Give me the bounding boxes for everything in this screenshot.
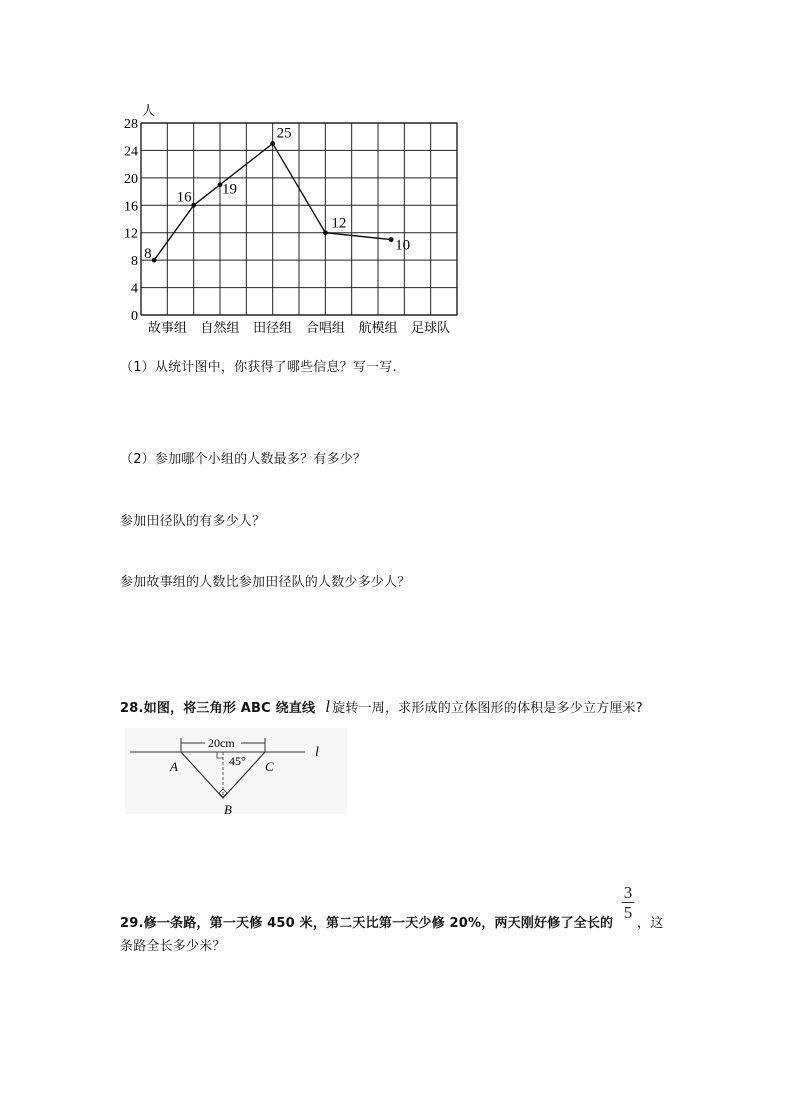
x-category-label: 合唱组 bbox=[305, 320, 345, 335]
y-tick-label: 24 bbox=[124, 144, 138, 160]
x-category-label: 足球队 bbox=[411, 320, 451, 335]
chart-x-categories bbox=[148, 320, 450, 335]
question-2-c: 参加故事组的人数比参加田径队的人数少多少人？ bbox=[120, 575, 411, 590]
data-point bbox=[389, 237, 394, 242]
fraction-three-fifths bbox=[622, 884, 634, 921]
data-label: 12 bbox=[331, 215, 347, 232]
q29-text-a: 29.修一条路，第一天修 450 米，第二天比第一天少修 20%，两天刚好修了全长的 bbox=[120, 916, 614, 931]
question-29-line-1 bbox=[120, 912, 613, 931]
line-chart bbox=[100, 95, 480, 345]
q29-text-b: ，这 bbox=[637, 916, 664, 931]
triangle-figure bbox=[125, 728, 355, 820]
question-2-b: 参加田径队的有多少人？ bbox=[120, 514, 266, 529]
data-label: 16 bbox=[176, 189, 192, 206]
chart-grid bbox=[141, 123, 457, 315]
fraction-denominator: 5 bbox=[623, 903, 633, 922]
question-2: （2）参加哪个小组的人数最多？有多少？ bbox=[120, 452, 367, 467]
y-tick-label: 16 bbox=[124, 199, 138, 215]
y-tick-label: 28 bbox=[124, 117, 138, 132]
chart-y-ticks bbox=[124, 117, 138, 324]
question-1: （1）从统计图中，你获得了哪些信息？写一写. bbox=[120, 360, 397, 375]
label-l: l bbox=[315, 745, 319, 760]
label-b: B bbox=[224, 802, 232, 817]
data-point bbox=[323, 230, 328, 235]
label-c: C bbox=[265, 759, 274, 774]
data-label: 8 bbox=[144, 246, 152, 263]
y-tick-label: 0 bbox=[131, 309, 138, 324]
label-a: A bbox=[170, 759, 178, 774]
x-category-label: 自然组 bbox=[200, 320, 240, 335]
question-28 bbox=[120, 697, 643, 717]
dimension-label: 20cm bbox=[208, 736, 235, 750]
chart-series bbox=[144, 126, 410, 263]
y-tick-label: 8 bbox=[131, 254, 138, 270]
x-category-label: 田径组 bbox=[253, 320, 293, 335]
q28-text-b: 旋转一周，求形成的立体图形的体积是多少立方厘米? bbox=[332, 701, 643, 716]
x-category-label: 故事组 bbox=[147, 320, 187, 335]
y-tick-label: 12 bbox=[124, 226, 138, 242]
chart-y-label: 人 bbox=[142, 103, 156, 118]
y-tick-label: 20 bbox=[124, 171, 138, 187]
q29-text-c: 条路全长多少米？ bbox=[120, 939, 226, 954]
q28-text-a: 28.如图，将三角形 ABC 绕直线 bbox=[120, 701, 316, 716]
x-category-label: 航模组 bbox=[358, 320, 398, 335]
data-label: 10 bbox=[395, 237, 411, 254]
data-point bbox=[191, 203, 196, 208]
data-point bbox=[152, 258, 157, 263]
angle-label: 45° bbox=[229, 754, 246, 768]
q28-line-symbol: l bbox=[325, 697, 331, 716]
fraction-numerator: 3 bbox=[623, 883, 633, 902]
data-point bbox=[270, 141, 275, 146]
data-label: 25 bbox=[276, 125, 292, 142]
y-tick-label: 4 bbox=[131, 281, 138, 297]
data-label: 19 bbox=[222, 181, 237, 198]
